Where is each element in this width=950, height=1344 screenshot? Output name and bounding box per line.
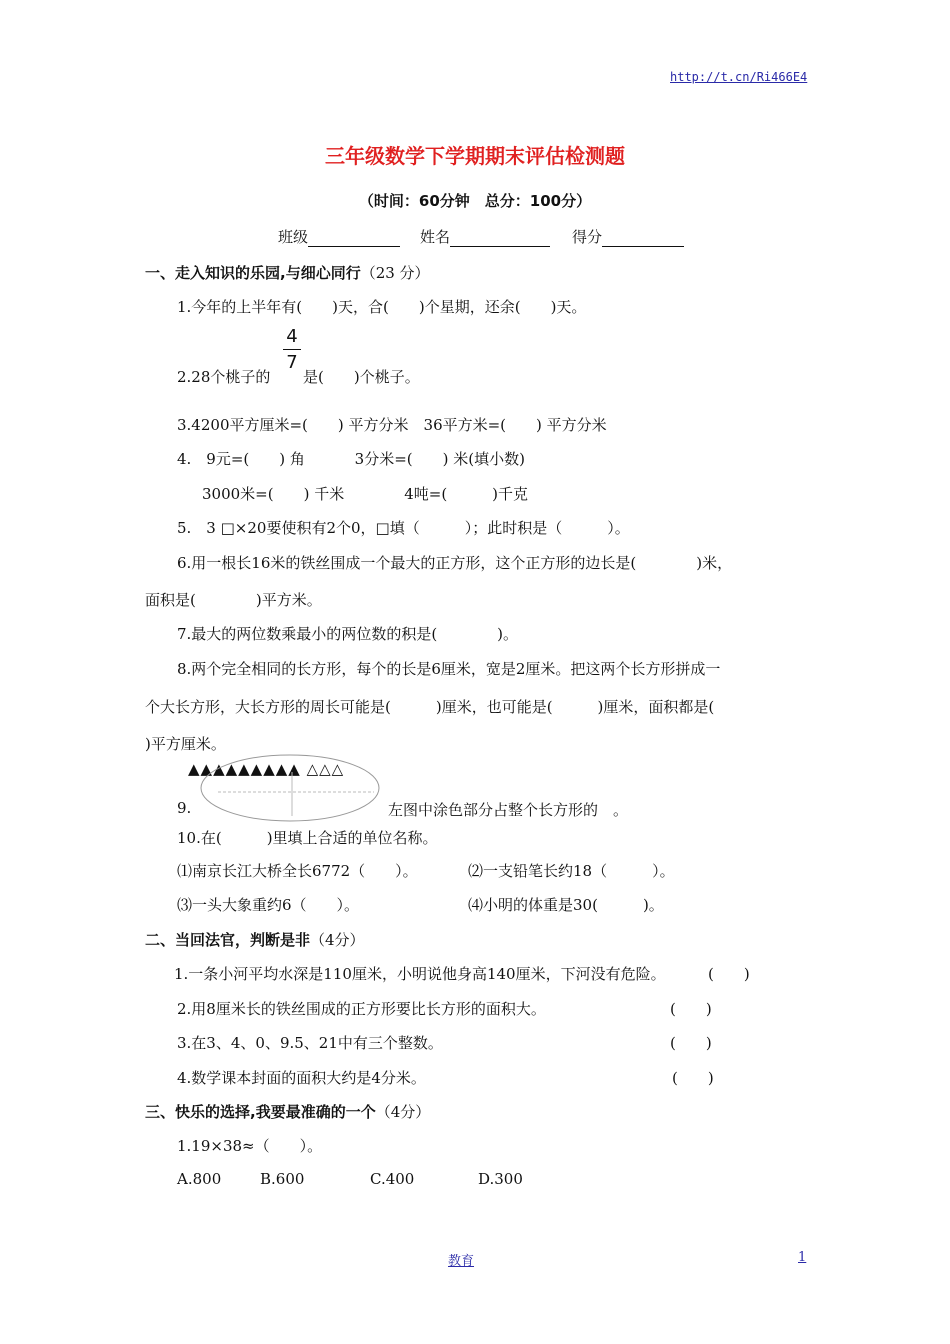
judge-item: 2.用8厘米长的铁丝围成的正方形要比长方形的面积大。 (177, 1000, 546, 1018)
question-1-4a: 4. 9元=( ) 角 3分米=( ) 米(填小数) (177, 450, 525, 468)
header-url-link[interactable]: http://t.cn/Ri466E4 (670, 70, 808, 84)
section1-heading-text: 一、走入知识的乐园,与细心同行 (145, 264, 361, 282)
score-field (572, 226, 684, 247)
choice-option-b[interactable]: B.600 (260, 1170, 305, 1188)
section2-heading-text: 二、当回法官，判断是非 (145, 931, 311, 949)
section2-points: （4分） (310, 931, 365, 949)
section3-heading-text: 三、快乐的选择,我要最准确的一个 (145, 1103, 376, 1121)
class-blank[interactable] (308, 230, 400, 247)
choice-option-a[interactable]: A.800 (177, 1170, 222, 1188)
triangle-row: ▲▲▲▲▲▲▲▲▲ △△△ (188, 760, 345, 778)
class-label: 班级 (278, 228, 309, 246)
footer-link[interactable]: 教育 (448, 1254, 475, 1269)
question-1-8a: 8.两个完全相同的长方形，每个的长是6厘米，宽是2厘米。把这两个长方形拼成一 (177, 660, 721, 678)
judge-paren[interactable]: ( ) (670, 1000, 712, 1018)
question-1-4b: 3000米=( ) 千米 4吨=( )千克 (202, 485, 529, 503)
choice-option-c[interactable]: C.400 (370, 1170, 415, 1188)
fraction-4-7 (283, 326, 301, 373)
fraction-denominator: 7 (286, 352, 298, 373)
figure-ellipse (201, 755, 379, 821)
question-1-9-number: 9. (177, 799, 192, 817)
question-1-10-3: ⑶一头大象重约6（ ）。 (177, 896, 360, 914)
name-field (420, 226, 550, 247)
name-blank[interactable] (450, 230, 550, 247)
name-label: 姓名 (420, 228, 451, 246)
section2-heading (145, 929, 365, 950)
question-1-10-1: ⑴南京长江大桥全长6772（ ）。 (177, 862, 418, 880)
question-1-7: 7.最大的两位数乘最小的两位数的积是( )。 (177, 625, 519, 643)
section3-heading (145, 1101, 430, 1122)
judge-paren[interactable]: ( ) (672, 1069, 714, 1087)
question-1-6b: 面积是( )平方米。 (145, 591, 322, 609)
judge-paren[interactable]: ( ) (708, 965, 750, 983)
question-1-10-4: ⑷小明的体重是30( )。 (468, 896, 664, 914)
question-1-9-text: 左图中涂色部分占整个长方形的 。 (388, 801, 629, 819)
choice-question-1: 1.19×38≈（ ）。 (177, 1137, 323, 1155)
question-1-6a: 6.用一根长16米的铁丝围成一个最大的正方形，这个正方形的边长是( )米， (177, 554, 733, 572)
judge-item: 1.一条小河平均水深是110厘米，小明说他身高140厘米，下河没有危险。 (174, 965, 666, 983)
question-1-2-prefix: 2.28个桃子的 (177, 368, 271, 386)
question-1-8b: 个大长方形，大长方形的周长可能是( )厘米，也可能是( )厘米，面积都是( (145, 698, 715, 716)
section3-points: （4分） (375, 1103, 431, 1121)
fraction-bar (283, 349, 301, 350)
fraction-numerator: 4 (286, 326, 298, 347)
question-1-5: 5. 3 □×20要使积有2个0，□填（ ）；此时积是（ ）。 (177, 519, 630, 537)
question-1-10: 10.在( )里填上合适的单位名称。 (177, 829, 438, 847)
page-number: 1 (798, 1250, 807, 1265)
question-1-8c: )平方厘米。 (145, 735, 226, 753)
question-1-3: 3.4200平方厘米=( ) 平方分米 36平方米=( ) 平方分米 (177, 416, 607, 434)
judge-item: 4.数学课本封面的面积大约是4分米。 (177, 1069, 426, 1087)
choice-option-d[interactable]: D.300 (478, 1170, 523, 1188)
ellipse-rectangle-figure (196, 752, 386, 824)
score-label: 得分 (572, 228, 603, 246)
class-field (278, 226, 400, 247)
question-1-2-suffix: 是( )个桃子。 (303, 368, 420, 386)
score-blank[interactable] (602, 230, 684, 247)
section1-heading (145, 262, 430, 283)
judge-item: 3.在3、4、0、9.5、21中有三个整数。 (177, 1034, 443, 1052)
section1-points: （23 分） (360, 264, 430, 282)
judge-paren[interactable]: ( ) (670, 1034, 712, 1052)
question-1-10-2: ⑵一支铅笔长约18（ ）。 (468, 862, 675, 880)
page-subtitle: （时间：60分钟 总分：100分） (358, 192, 592, 210)
question-1-1: 1.今年的上半年有( )天，合( )个星期，还余( )天。 (177, 298, 587, 316)
page-title: 三年级数学下学期期末评估检测题 (325, 144, 625, 168)
